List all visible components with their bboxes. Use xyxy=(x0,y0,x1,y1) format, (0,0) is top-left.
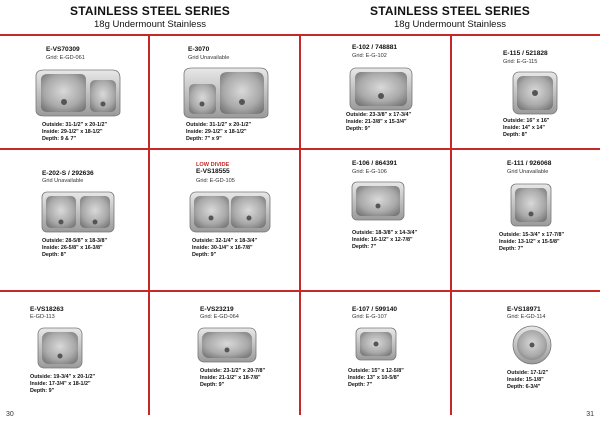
outside-dimension: Outside: 23-1/2" x 20-7/8" xyxy=(200,368,266,374)
double-bowl-sink-image xyxy=(40,190,116,234)
single-bowl-sink-image xyxy=(36,326,84,370)
single-bowl-sink-image xyxy=(509,182,553,228)
inside-dimension: Inside: 17-3/4" x 18-1/2" xyxy=(30,381,91,387)
inside-dimension: Inside: 21-3/8" x 15-3/4" xyxy=(346,119,407,125)
inside-dimension: Inside: 26-5/8" x 16-3/8" xyxy=(42,245,103,251)
grid-info: Grid: E-G-102 xyxy=(352,53,387,59)
series-title: STAINLESS STEEL SERIES xyxy=(70,4,230,18)
single-bowl-sink-image xyxy=(350,180,406,222)
grid-info: Grid: E-G-107 xyxy=(352,314,387,320)
product-code: E-102 / 748881 xyxy=(352,44,398,51)
single-bowl-sink-image xyxy=(348,66,414,112)
double-bowl-sink-image xyxy=(32,68,124,118)
grid-info: Grid Unavailable xyxy=(42,178,84,184)
depth: Depth: 8" xyxy=(503,132,528,138)
product-code: E-VS23219 xyxy=(200,306,234,313)
page-number-left: 30 xyxy=(6,411,14,418)
product-card xyxy=(150,292,300,410)
outside-dimension: Outside: 32-1/4" x 18-3/4" xyxy=(192,238,258,244)
product-card xyxy=(0,150,150,268)
page-number-right: 31 xyxy=(586,411,594,418)
outside-dimension: Outside: 16" x 16" xyxy=(503,118,550,124)
single-bowl-sink-image xyxy=(511,70,559,116)
dimensions xyxy=(42,238,107,259)
product-code xyxy=(196,162,230,175)
inside-dimension: Inside: 14" x 14" xyxy=(503,125,545,131)
single-bowl-sink-image xyxy=(196,326,258,364)
outside-dimension: Outside: 18-3/8" x 14-3/4" xyxy=(352,230,418,236)
product-card xyxy=(150,150,300,268)
inside-dimension: Inside: 30-1/4" x 16-7/8" xyxy=(192,245,253,251)
dimensions xyxy=(352,230,417,251)
product-code: E-115 / 521828 xyxy=(503,50,548,57)
depth: Depth: 9" xyxy=(200,382,225,388)
product-card xyxy=(451,36,600,154)
grid-info: E-GD-113 xyxy=(30,314,55,320)
dimensions xyxy=(507,370,548,391)
outside-dimension: Outside: 31-1/2" x 20-1/2" xyxy=(186,122,252,128)
product-card xyxy=(300,292,450,410)
dimensions xyxy=(200,368,265,389)
dimensions xyxy=(503,118,549,139)
inside-dimension: Inside: 15-1/8" xyxy=(507,377,544,383)
depth: Depth: 7" xyxy=(348,382,373,388)
depth: Depth: 7" xyxy=(499,246,524,252)
series-subtitle: 18g Undermount Stainless xyxy=(94,19,206,30)
grid-info: Grid: E-GD-105 xyxy=(196,178,235,184)
outside-dimension: Outside: 15-3/4" x 17-7/8" xyxy=(499,232,565,238)
outside-dimension: Outside: 28-5/8" x 18-3/8" xyxy=(42,238,108,244)
depth: Depth: 9" xyxy=(192,252,217,258)
dimensions xyxy=(42,122,107,143)
product-card xyxy=(300,150,450,268)
product-code: E-VS70309 xyxy=(46,46,80,53)
inside-dimension: Inside: 21-1/2" x 18-7/8" xyxy=(200,375,261,381)
product-card xyxy=(150,36,300,154)
dimensions xyxy=(30,374,95,395)
round-sink-image xyxy=(511,324,553,366)
grid-info: Grid: E-G-115 xyxy=(503,59,538,65)
low-divide-tag: LOW DIVIDE xyxy=(196,162,230,168)
product-code: E-VS18971 xyxy=(507,306,541,313)
product-code: E-VS18263 xyxy=(30,306,64,313)
outside-dimension: Outside: 31-1/2" x 20-1/2" xyxy=(42,122,108,128)
depth: Depth: 7" x 9" xyxy=(186,136,222,142)
outside-dimension: Outside: 19-3/4" x 20-1/2" xyxy=(30,374,96,380)
product-card xyxy=(0,292,150,410)
depth: Depth: 7" xyxy=(352,244,377,250)
product-code: E-106 / 864391 xyxy=(352,160,398,167)
dimensions xyxy=(186,122,251,143)
depth: Depth: 9 & 7" xyxy=(42,136,77,142)
dimensions xyxy=(192,238,257,259)
inside-dimension: Inside: 13-1/2" x 15-5/8" xyxy=(499,239,560,245)
series-title: STAINLESS STEEL SERIES xyxy=(370,4,530,18)
inside-dimension: Inside: 13" x 10-5/8" xyxy=(348,375,400,381)
outside-dimension: Outside: 15" x 12-5/8" xyxy=(348,368,404,374)
double-bowl-sink-image xyxy=(188,190,272,234)
product-code: E-111 / 926068 xyxy=(507,160,552,167)
outside-dimension: Outside: 17-1/2" xyxy=(507,370,549,376)
depth: Depth: 9" xyxy=(30,388,55,394)
outside-dimension: Outside: 23-3/8" x 17-3/4" xyxy=(346,112,412,118)
dimensions xyxy=(346,112,411,133)
depth: Depth: 8" xyxy=(42,252,67,258)
product-card xyxy=(300,36,450,154)
product-card xyxy=(451,292,600,410)
product-code: E-3070 xyxy=(188,46,210,53)
double-bowl-sink-image xyxy=(180,66,272,120)
right-page-header xyxy=(350,4,550,30)
grid-info: Grid: E-GD-061 xyxy=(46,55,85,61)
inside-dimension: Inside: 29-1/2" x 18-1/2" xyxy=(42,129,103,135)
inside-dimension: Inside: 29-1/2" x 18-1/2" xyxy=(186,129,247,135)
grid-info: Grid: E-GD-114 xyxy=(507,314,546,320)
grid-info: Grid Unavailable xyxy=(188,55,230,61)
inside-dimension: Inside: 16-1/2" x 12-7/8" xyxy=(352,237,413,243)
product-code: E-107 / 599140 xyxy=(352,306,398,313)
left-page-header xyxy=(50,4,250,30)
product-card xyxy=(0,36,150,154)
grid-info: Grid: E-G-106 xyxy=(352,169,387,175)
dimensions xyxy=(499,232,564,253)
product-code-text: E-VS18555 xyxy=(196,168,230,175)
product-code: E-202-S / 292636 xyxy=(42,170,94,177)
product-card xyxy=(451,150,600,268)
depth: Depth: 9" xyxy=(346,126,371,132)
series-subtitle: 18g Undermount Stainless xyxy=(394,19,506,30)
single-bowl-sink-image xyxy=(354,326,398,362)
depth: Depth: 6-3/4" xyxy=(507,384,541,390)
grid-info: Grid: E-GD-064 xyxy=(200,314,239,320)
grid-info: Grid Unavailable xyxy=(507,169,549,175)
dimensions xyxy=(348,368,404,389)
